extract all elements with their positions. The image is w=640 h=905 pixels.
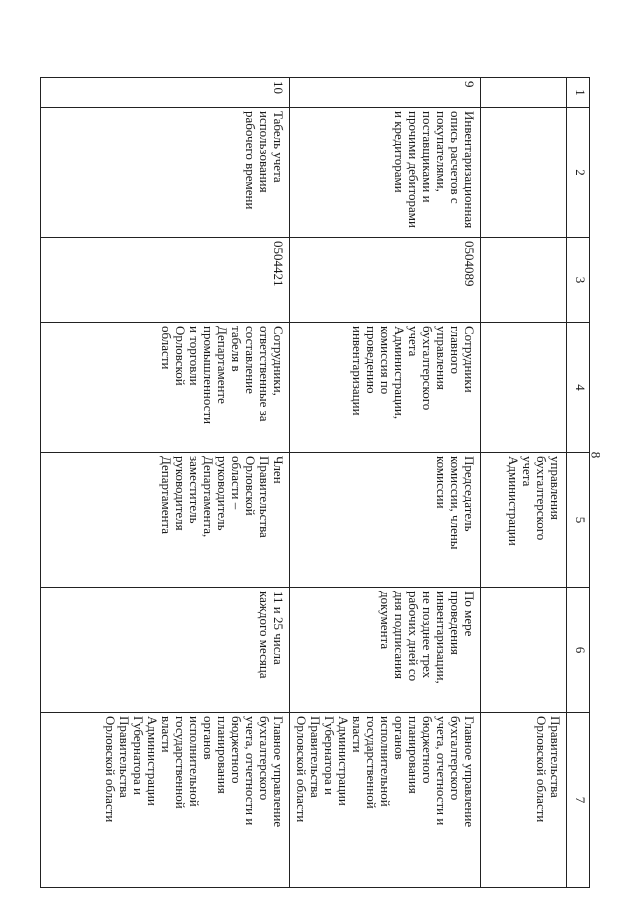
- column-number: 7: [567, 713, 590, 888]
- table-row: [41, 78, 290, 888]
- column-number: 5: [567, 453, 590, 588]
- continuation-row: [481, 78, 567, 888]
- document-name-cell: Инвентаризационная опись расчетов с покупателями, поставщиками и прочими дебиторами и кредиторами: [290, 108, 481, 238]
- column-number: 2: [567, 108, 590, 238]
- signatory-cell: Председатель комиссии, члены комиссии: [290, 453, 481, 588]
- row-number-cell: [481, 78, 567, 108]
- document-name-cell: Табель учета использования рабочего времени: [41, 108, 290, 238]
- column-number: 6: [567, 588, 590, 713]
- signatory-cell: управления бухгалтерского учета Администрации: [481, 453, 567, 588]
- responsible-cell: Сотрудники, ответственные за составление табеля в Департаменте промышленности и торговли Орловской области: [41, 323, 290, 453]
- rotated-table-sheet: [40, 77, 590, 887]
- signatory-cell: Член Правительства Орловской области – руководитель Департамента, заместитель руководителя Департамента: [41, 453, 290, 588]
- deadline-cell: 11 и 25 числа каждого месяца: [41, 588, 290, 713]
- responsible-cell: Сотрудники главного управления бухгалтерского учета Администрации, комиссия по проведению инвентаризации: [290, 323, 481, 453]
- column-number: 4: [567, 323, 590, 453]
- column-number: 3: [567, 238, 590, 323]
- responsible-cell: [481, 323, 567, 453]
- deadline-cell: [481, 588, 567, 713]
- form-code-cell: 0504421: [41, 238, 290, 323]
- form-code-cell: 0504089: [290, 238, 481, 323]
- recipient-cell: Главное управление бухгалтерского учета, отчетности и бюджетного планирования органов исполнительной государственной власти Администрации Губернатора и Правительства Орловской области: [290, 713, 481, 888]
- page-number: 8: [587, 451, 603, 459]
- row-number-cell: 10: [41, 78, 290, 108]
- deadline-cell: По мере проведения инвентаризации, не позднее трех рабочих дней со дня подписания документа: [290, 588, 481, 713]
- documents-table: [40, 77, 590, 888]
- recipient-cell: Главное управление бухгалтерского учета, отчетности и бюджетного планирования органов исполнительной государственной власти Администрации Губернатора и Правительства Орловской области: [41, 713, 290, 888]
- recipient-cell: Правительства Орловской области: [481, 713, 567, 888]
- column-number-row: [567, 78, 590, 888]
- row-number-cell: 9: [290, 78, 481, 108]
- form-code-cell: [481, 238, 567, 323]
- table-row: [290, 78, 481, 888]
- column-number: 1: [567, 78, 590, 108]
- document-name-cell: [481, 108, 567, 238]
